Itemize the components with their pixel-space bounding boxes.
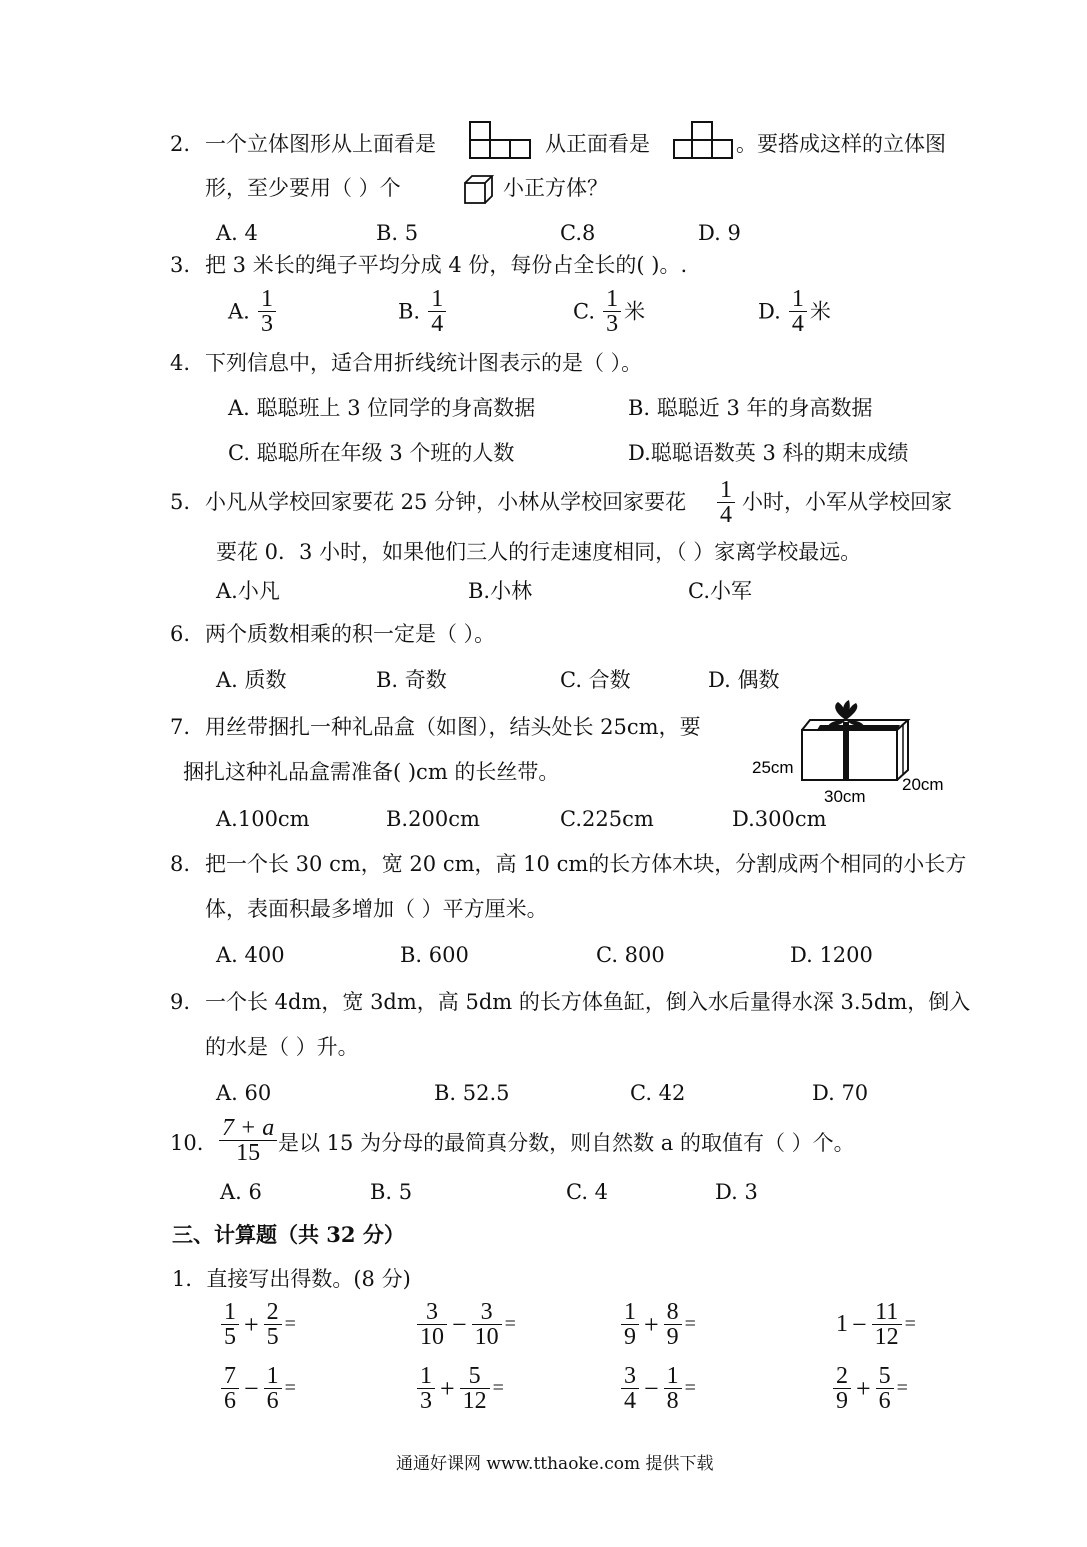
equals-sign: =	[284, 1377, 296, 1399]
calc-item-5	[218, 1364, 296, 1413]
q9-number: 9.	[170, 990, 191, 1014]
q2-text-c: 。要搭成这样的立体图	[736, 132, 946, 156]
lead-number: 1	[836, 1311, 848, 1337]
q8-text-b: 体，表面积最多增加（ ）平方厘米。	[205, 897, 548, 921]
q5-fraction	[717, 478, 735, 527]
operator: +	[244, 1309, 259, 1339]
q3-option-c-label: C.	[573, 299, 595, 324]
q7-option-a: A.100cm	[216, 807, 310, 831]
numerator: 1	[621, 1300, 639, 1325]
equals-sign: =	[896, 1377, 908, 1399]
calc-item-1	[218, 1300, 296, 1349]
gift-box-length-label: 30cm	[824, 787, 866, 806]
equals-sign: =	[492, 1377, 504, 1399]
footer-text: 通通好课网 www.tthaoke.com 提供下载	[396, 1454, 714, 1474]
q6-option-c: C. 合数	[560, 668, 631, 692]
numerator: 8	[664, 1300, 682, 1325]
numerator: 7	[221, 1364, 239, 1389]
q10-option-c: C. 4	[566, 1180, 609, 1204]
q3-option-d-unit: 米	[809, 299, 831, 324]
numerator: 1	[417, 1364, 435, 1389]
fraction	[472, 1300, 502, 1349]
numerator: 5	[876, 1364, 894, 1389]
q6-option-b: B. 奇数	[376, 668, 447, 692]
denominator: 10	[420, 1324, 444, 1350]
fraction	[664, 1300, 682, 1349]
gift-box-figure	[750, 700, 950, 810]
q8-number: 8.	[170, 852, 191, 876]
equals-sign: =	[504, 1313, 516, 1335]
numerator: 1	[264, 1364, 282, 1389]
q7-number: 7.	[170, 715, 191, 739]
denominator: 6	[224, 1388, 236, 1414]
q8-option-c: C. 800	[596, 943, 665, 967]
numerator: 1	[221, 1300, 239, 1325]
q10-number: 10.	[170, 1131, 204, 1155]
front-view-figure	[672, 120, 734, 160]
denominator: 3	[260, 311, 273, 337]
denominator: 6	[878, 1388, 891, 1414]
top-view-figure	[468, 120, 534, 160]
equals-sign: =	[684, 1377, 696, 1399]
gift-box-width-label: 20cm	[902, 775, 944, 794]
q4-option-b: B. 聪聪近 3 年的身高数据	[628, 396, 873, 420]
denominator: 4	[720, 502, 732, 528]
q10-option-a: A. 6	[220, 1180, 262, 1204]
q2-text-b: 从正面看是	[545, 132, 650, 156]
fraction	[417, 1300, 447, 1349]
fraction	[221, 1300, 239, 1349]
calc-item-2	[414, 1300, 516, 1349]
q6-number: 6.	[170, 622, 191, 646]
section-3-title: 三、计算题（共 32 分）	[172, 1222, 405, 1247]
fraction	[621, 1364, 639, 1413]
denominator: 5	[266, 1324, 279, 1350]
denominator: 8	[666, 1388, 679, 1414]
denominator: 9	[836, 1388, 848, 1414]
q9-text-b: 的水是（ ）升。	[205, 1035, 359, 1059]
q10-text: 是以 15 为分母的最简真分数，则自然数 a 的取值有（ ）个。	[278, 1131, 855, 1155]
q10-option-d: D. 3	[715, 1180, 758, 1204]
denominator: 3	[606, 311, 619, 337]
q6-option-d: D. 偶数	[708, 668, 780, 692]
q10-option-b: B. 5	[370, 1180, 413, 1204]
q2-option-d: D. 9	[698, 221, 741, 245]
q3-option-b-label: B.	[398, 299, 421, 324]
q3-number: 3.	[170, 253, 191, 277]
fraction	[460, 1364, 490, 1413]
numerator: 1	[428, 287, 446, 312]
q2-option-a: A. 4	[216, 221, 258, 245]
q3-option-c-unit: 米	[624, 299, 646, 324]
fraction	[264, 1364, 282, 1413]
calc-item-7	[618, 1364, 696, 1413]
q8-option-b: B. 600	[400, 943, 469, 967]
numerator: 5	[460, 1364, 490, 1389]
q6-text: 两个质数相乘的积一定是（ ）。	[205, 622, 496, 646]
numerator: 3	[417, 1300, 447, 1325]
denominator: 6	[266, 1388, 279, 1414]
q4-option-a: A. 聪聪班上 3 位同学的身高数据	[228, 396, 536, 420]
denominator: 15	[236, 1140, 261, 1166]
calc-item-8	[830, 1364, 908, 1413]
q3-option-d-fraction	[789, 287, 807, 336]
q2-option-b: B. 5	[376, 221, 419, 245]
q4-text: 下列信息中，适合用折线统计图表示的是（ ）。	[205, 351, 643, 375]
fraction	[876, 1364, 894, 1413]
numerator: 3	[472, 1300, 502, 1325]
numerator: 1	[258, 287, 276, 312]
numerator: 2	[833, 1364, 851, 1389]
q2-number: 2.	[170, 132, 191, 156]
q9-option-c: C. 42	[630, 1081, 686, 1105]
fraction	[872, 1300, 902, 1349]
denominator: 10	[474, 1324, 499, 1350]
q5-option-c: C.小军	[688, 579, 752, 603]
operator: −	[452, 1309, 467, 1339]
equals-sign: =	[904, 1313, 916, 1335]
fraction	[221, 1364, 239, 1413]
fraction	[417, 1364, 435, 1413]
operator: +	[440, 1373, 455, 1403]
cube-icon	[463, 174, 495, 206]
q3-option-a-label: A.	[228, 299, 250, 324]
operator: −	[852, 1309, 867, 1339]
numerator: 1	[603, 287, 621, 312]
q2-text-d: 形，至少要用（ ）个	[205, 176, 401, 200]
q2-text-e: 小正方体？	[503, 176, 608, 200]
calc-item-4	[834, 1300, 916, 1349]
denominator: 12	[462, 1388, 487, 1414]
q3-option-d-label: D.	[758, 299, 781, 324]
fraction	[621, 1300, 639, 1349]
q9-option-d: D. 70	[812, 1081, 869, 1105]
operator: +	[856, 1373, 871, 1403]
numerator: 1	[717, 478, 735, 503]
equals-sign: =	[684, 1313, 696, 1335]
q5-text-b: 小时，小军从学校回家	[742, 490, 952, 514]
denominator: 5	[224, 1324, 236, 1350]
operator: −	[244, 1373, 259, 1403]
denominator: 3	[420, 1388, 432, 1414]
q4-option-c: C. 聪聪所在年级 3 个班的人数	[228, 441, 515, 465]
numerator: 1	[664, 1364, 682, 1389]
q3-option-c	[573, 287, 645, 336]
q5-text-a: 小凡从学校回家要花 25 分钟，小林从学校回家要花	[205, 490, 687, 514]
calc-item-6	[414, 1364, 504, 1413]
q8-option-a: A. 400	[216, 943, 285, 967]
numerator: 3	[621, 1364, 639, 1389]
q9-option-b: B. 52.5	[434, 1081, 510, 1105]
denominator: 4	[791, 311, 804, 337]
q3-option-a	[228, 287, 279, 336]
q7-option-c: C.225cm	[560, 807, 654, 831]
q3-option-a-fraction	[258, 287, 276, 336]
q4-option-d: D.聪聪语数英 3 科的期末成绩	[628, 441, 909, 465]
fraction	[264, 1300, 282, 1349]
calc-item-3	[618, 1300, 696, 1349]
q5-option-a: A.小凡	[216, 579, 280, 603]
numerator: 1	[789, 287, 807, 312]
q8-text-a: 把一个长 30 cm，宽 20 cm，高 10 cm的长方体木块，分割成两个相同的小长方	[205, 852, 967, 876]
q5-option-b: B.小林	[468, 579, 533, 603]
operator: +	[644, 1309, 659, 1339]
q3-text: 把 3 米长的绳子平均分成 4 份，每份占全长的( )。.	[205, 253, 688, 277]
q10-fraction	[219, 1116, 277, 1165]
denominator: 4	[624, 1388, 636, 1414]
numerator: 7 + a	[219, 1116, 277, 1141]
operator: −	[644, 1373, 659, 1403]
denominator: 9	[666, 1324, 679, 1350]
calc-question-1-title: 1．直接写出得数。(8 分)	[172, 1267, 411, 1291]
q5-text-c: 要花 0．3 小时，如果他们三人的行走速度相同，（ ）家离学校最远。	[216, 540, 862, 564]
q3-option-c-fraction	[603, 287, 621, 336]
q4-number: 4.	[170, 351, 191, 375]
q3-option-b	[398, 287, 449, 336]
q3-option-d	[758, 287, 831, 336]
fraction	[833, 1364, 851, 1413]
q6-option-a: A. 质数	[216, 668, 287, 692]
numerator: 11	[872, 1300, 902, 1325]
q7-text-b: 捆扎这种礼品盒需准备( )cm 的长丝带。	[183, 760, 560, 784]
denominator: 9	[624, 1324, 636, 1350]
denominator: 4	[431, 311, 444, 337]
fraction	[664, 1364, 682, 1413]
numerator: 2	[264, 1300, 282, 1325]
equals-sign: =	[284, 1313, 296, 1335]
q5-number: 5.	[170, 490, 191, 514]
q7-option-d: D.300cm	[732, 807, 827, 831]
denominator: 12	[874, 1324, 899, 1350]
q8-option-d: D. 1200	[790, 943, 873, 967]
q2-option-c: C.8	[560, 221, 596, 245]
q7-text-a: 用丝带捆扎一种礼品盒（如图），结头处长 25cm，要	[205, 715, 701, 739]
q7-option-b: B.200cm	[386, 807, 480, 831]
q3-option-b-fraction	[428, 287, 446, 336]
q2-text-a: 一个立体图形从上面看是	[205, 132, 436, 156]
q9-text-a: 一个长 4dm，宽 3dm，高 5dm 的长方体鱼缸，倒入水后量得水深 3.5dm，倒入	[205, 990, 971, 1014]
q9-option-a: A. 60	[216, 1081, 272, 1105]
gift-box-height-label: 25cm	[752, 758, 794, 777]
